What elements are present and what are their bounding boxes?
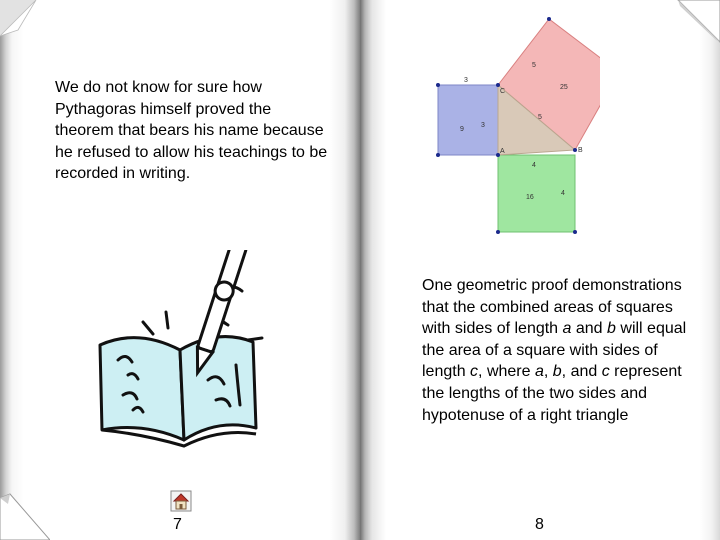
large-square-inner-side-label: 5: [538, 114, 542, 121]
variable-name: c: [601, 363, 610, 381]
text-run: and: [571, 320, 608, 338]
vertex-b-label: B: [578, 147, 583, 154]
home-icon[interactable]: [170, 490, 192, 512]
variable-name: b: [552, 363, 562, 381]
variable-name: b: [607, 320, 616, 338]
large-square-outer-side-label: 5: [532, 62, 536, 69]
right-page-text: [422, 275, 697, 426]
variable-name: a: [534, 363, 544, 381]
text-run: will equal the area of a square with sides of length: [422, 320, 687, 381]
top-left-page-curl: [0, 0, 40, 40]
page-number-left: 7: [173, 516, 182, 533]
bottom-square-area-label: 16: [526, 194, 534, 201]
text-run: represent the lengths of the two sides and hypotenuse of a right triangle: [422, 363, 682, 424]
text-run: One geometric proof demonstrations that the combined areas of squares with sides of length: [422, 277, 682, 338]
bottom-square-top-label: 4: [532, 162, 536, 169]
bottom-square-side-label: 4: [561, 190, 565, 197]
left-page-text: We do not know for sure how Pythagoras himself proved the theorem that bears his name because he refused to allow his teachings to be recorded in writing.: [55, 79, 328, 183]
pythagorean-squares-diagram: [432, 15, 600, 240]
variable-name: a: [562, 320, 572, 338]
text-run: , and: [561, 363, 602, 381]
right-page: [360, 0, 720, 540]
variable-name: c: [470, 363, 479, 381]
small-square-inner-side-label: 3: [481, 122, 485, 129]
small-square-area-label: 9: [460, 126, 464, 133]
vertex-a-label: A: [500, 148, 505, 155]
top-right-page-curl[interactable]: [670, 0, 720, 50]
text-run: ,: [543, 363, 553, 381]
bottom-left-page-curl[interactable]: [0, 490, 50, 540]
page-number-right: 8: [535, 516, 544, 533]
notebook-pencil-illustration: [88, 250, 278, 455]
text-run: , where: [478, 363, 535, 381]
vertex-c-label: C: [500, 88, 506, 95]
small-square-side-label: 3: [464, 77, 468, 84]
large-square-area-label: 25: [560, 84, 568, 91]
